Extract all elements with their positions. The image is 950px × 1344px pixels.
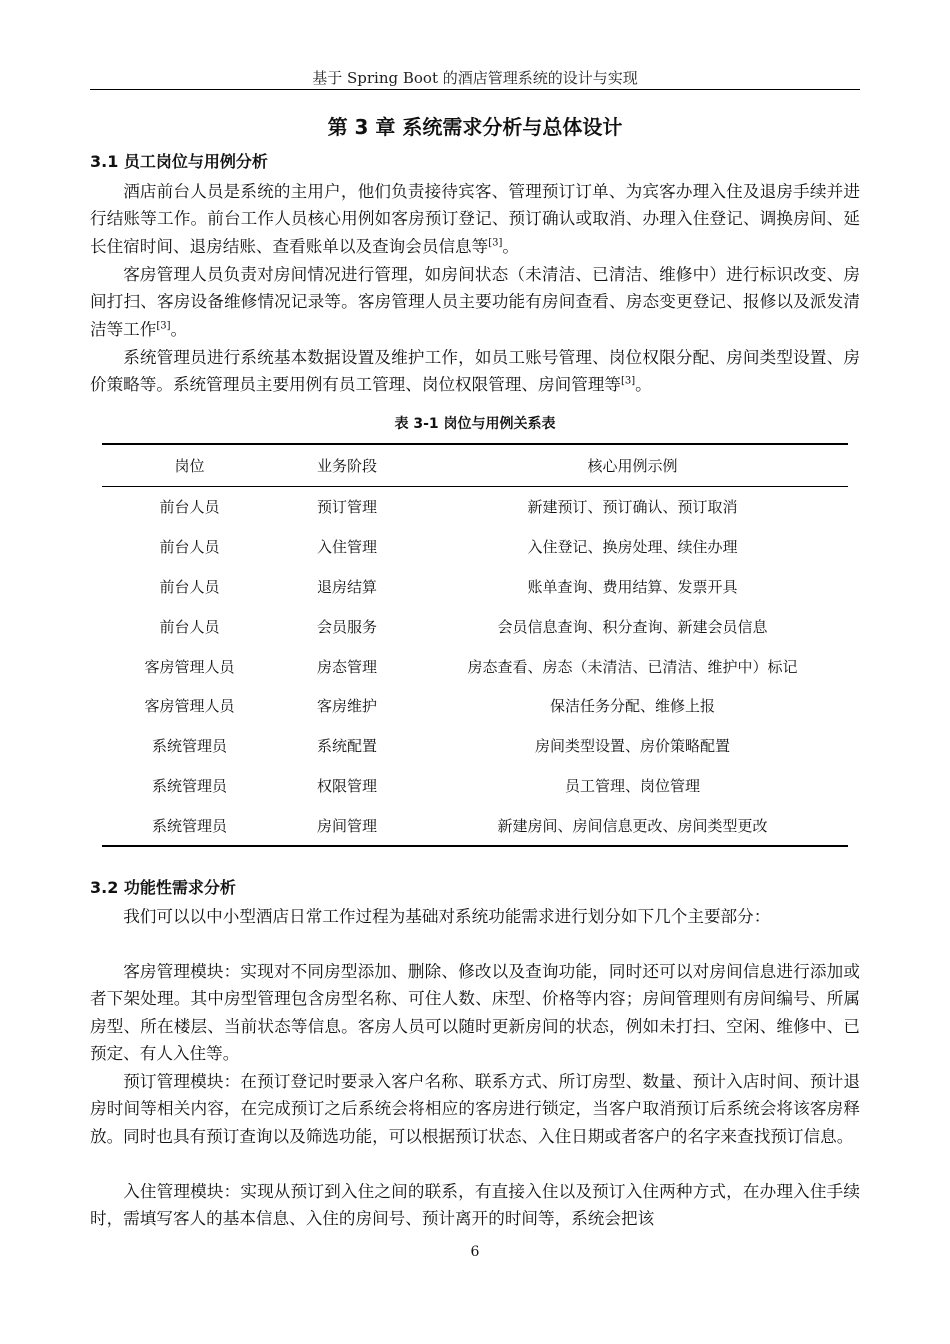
table-cell: 员工管理、岗位管理 xyxy=(564,776,700,795)
table-cell: 系统管理员 xyxy=(151,737,227,756)
table-cell: 前台人员 xyxy=(159,577,220,596)
table-row xyxy=(102,766,848,806)
table-cell: 入住登记、换房处理、续住办理 xyxy=(527,538,738,557)
table-cell: 客房管理人员 xyxy=(144,657,235,676)
citation: [3] xyxy=(488,237,503,249)
paragraph: 我们可以以中小型酒店日常工作过程为基础对系统功能需求进行划分如下几个主要部分： xyxy=(123,907,771,926)
table-cell: 前台人员 xyxy=(159,538,220,557)
table-cell: 系统配置 xyxy=(316,737,377,756)
table-cell: 会员服务 xyxy=(316,617,377,636)
table-cell: 房态查看、房态（未清洁、已清洁、维护中）标记 xyxy=(467,657,798,676)
running-header: 基于 Spring Boot 的酒店管理系统的设计与实现 xyxy=(312,69,638,87)
table-row xyxy=(102,686,848,726)
paragraph: 入住管理模块：实现从预订到入住之间的联系，有直接入住以及预订入住两种方式，在办理入住手续时，需填写客人的基本信息、入住的房间号、预计离开的时间等，系统会把该 xyxy=(90,1182,860,1229)
table-cell: 前台人员 xyxy=(159,617,220,636)
table-cell: 会员信息查询、积分查询、新建会员信息 xyxy=(497,617,768,636)
table-row xyxy=(102,805,848,846)
paragraph: 酒店前台人员是系统的主用户，他们负责接待宾客、管理预订订单、为宾客办理入住及退房手续并进行结账等工作。前台工作人员核心用例如客房预订登记、预订确认或取消、办理入住登记、调换房间、延长住宿时间、退房结账、查看账单以及查询会员信息等[3]。 xyxy=(90,182,860,256)
table-row xyxy=(102,646,848,686)
table-cell: 房间管理 xyxy=(277,805,417,846)
table-cell: 系统管理员 xyxy=(151,776,227,795)
table-cell: 前台人员 xyxy=(159,498,220,517)
table-header-cell: 业务阶段 xyxy=(277,444,417,487)
table-cell: 新建房间、房间信息更改、房间类型更改 xyxy=(417,805,848,846)
table-cell: 入住管理 xyxy=(316,538,377,557)
table-header-row xyxy=(102,444,848,487)
table-cell: 房间类型设置、房价策略配置 xyxy=(534,737,730,756)
table-row xyxy=(102,487,848,527)
section-heading-3-2: 3.2 功能性需求分析 xyxy=(90,878,236,897)
table-header-cell: 核心用例示例 xyxy=(417,444,848,487)
table-row xyxy=(102,567,848,607)
table-cell: 客房管理人员 xyxy=(144,697,235,716)
table-row xyxy=(102,527,848,567)
section-heading-3-1: 3.1 员工岗位与用例分析 xyxy=(90,152,268,171)
paragraph: 系统管理员进行系统基本数据设置及维护工作，如员工账号管理、岗位权限分配、房间类型设置、房价策略等。系统管理员主要用例有员工管理、岗位权限管理、房间管理等[3]。 xyxy=(90,348,860,395)
paragraph: 客房管理人员负责对房间情况进行管理，如房间状态（未清洁、已清洁、维修中）进行标识改变、房间打扫、客房设备维修情况记录等。客房管理人员主要功能有房间查看、房态变更登记、报修以及派发清洁等工作[3]。 xyxy=(90,265,860,339)
table-cell: 房态管理 xyxy=(316,657,377,676)
table-cell: 新建预订、预订确认、预订取消 xyxy=(527,498,738,517)
table-cell: 退房结算 xyxy=(316,577,377,596)
table-cell: 账单查询、费用结算、发票开具 xyxy=(527,577,738,596)
table-cell: 保洁任务分配、维修上报 xyxy=(549,697,715,716)
table-row xyxy=(102,726,848,766)
citation: [3] xyxy=(621,375,636,387)
page-number: 6 xyxy=(470,1244,480,1260)
header-rule xyxy=(90,89,860,90)
paragraph: 客房管理模块：实现对不同房型添加、删除、修改以及查询功能，同时还可以对房间信息进行添加或者下架处理。其中房型管理包含房型名称、可住人数、床型、价格等内容；房间管理则有房间编号、所属房型、所在楼层、当前状态等信息。客房人员可以随时更新房间的状态，例如未打扫、空闲、维修中、已预定、有人入住等。 xyxy=(90,962,860,1063)
table-row xyxy=(102,606,848,646)
role-usecase-table xyxy=(102,443,848,847)
table-cell: 系统管理员 xyxy=(102,805,277,846)
table-caption: 表 3-1 岗位与用例关系表 xyxy=(394,416,556,432)
citation: [3] xyxy=(156,320,171,332)
table-cell: 预订管理 xyxy=(316,498,377,517)
table-cell: 权限管理 xyxy=(316,776,377,795)
table-cell: 客房维护 xyxy=(316,697,377,716)
table-header-cell: 岗位 xyxy=(102,444,277,487)
paragraph: 预订管理模块：在预订登记时要录入客户名称、联系方式、所订房型、数量、预计入店时间、预计退房时间等相关内容，在完成预订之后系统会将相应的客房进行锁定，当客户取消预订后系统会将该客房释放。同时也具有预订查询以及筛选功能，可以根据预订状态、入住日期或者客户的名字来查找预订信息。 xyxy=(90,1072,860,1146)
chapter-title: 第 3 章 系统需求分析与总体设计 xyxy=(327,115,623,139)
